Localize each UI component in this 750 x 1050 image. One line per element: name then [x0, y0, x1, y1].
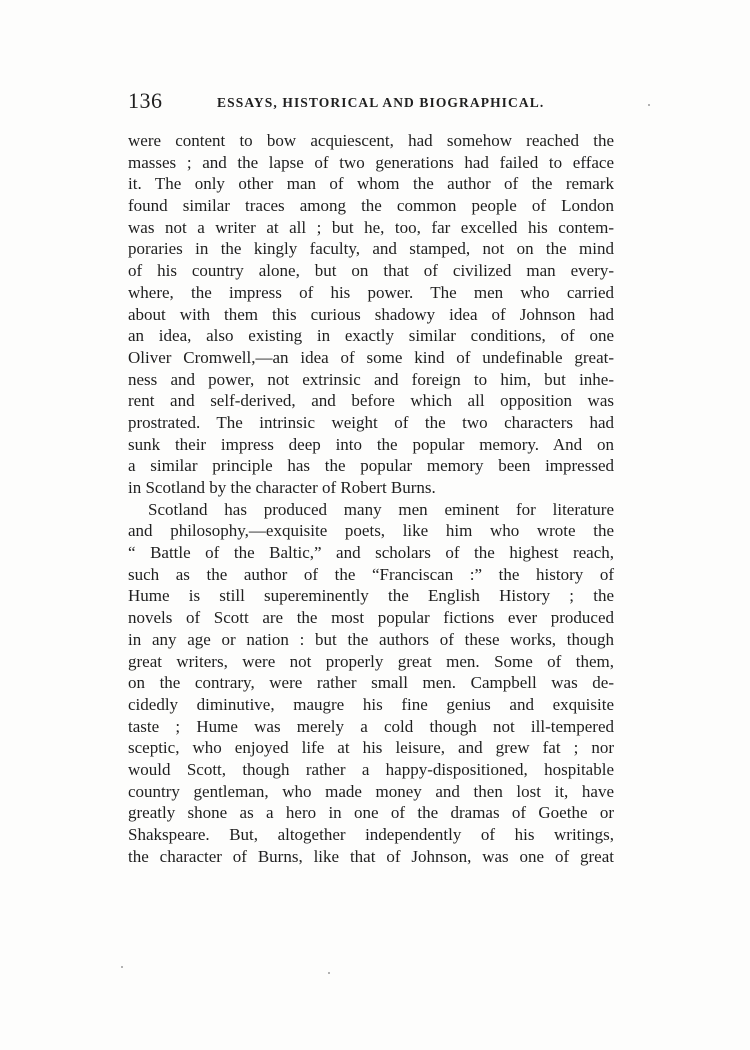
text-line: an idea, also existing in exactly similar conditions, of one: [128, 326, 614, 346]
body-text: [128, 130, 614, 867]
text-line: rent and self-derived, and before which all opposition was: [128, 391, 614, 411]
text-line: on the contrary, were rather small men. Campbell was de-: [128, 673, 614, 693]
text-line: such as the author of the “Franciscan :” the history of: [128, 564, 614, 584]
text-line: “ Battle of the Baltic,” and scholars of the highest reach,: [128, 543, 614, 563]
page-header: [128, 88, 614, 118]
text-line: the character of Burns, like that of Johnson, was one of great: [128, 846, 614, 866]
text-line: of his country alone, but on that of civilized man every-: [128, 261, 614, 281]
paper-speck: [121, 966, 123, 968]
running-head: ESSAYS, HISTORICAL AND BIOGRAPHICAL.: [217, 95, 545, 110]
text-line: poraries in the kingly faculty, and stamped, not on the mind: [128, 239, 614, 259]
paper-speck: [328, 972, 330, 974]
text-line: in any age or nation : but the authors of these works, though: [128, 629, 614, 649]
text-line: would Scott, though rather a happy-dispositioned, hospitable: [128, 759, 614, 779]
text-line: it. The only other man of whom the author of the remark: [128, 174, 614, 194]
text-line: taste ; Hume was merely a cold though not ill-tempered: [128, 716, 614, 736]
text-line: was not a writer at all ; but he, too, far excelled his contem-: [128, 217, 614, 237]
text-line: were content to bow acquiescent, had somehow reached the: [128, 131, 614, 150]
paper-speck: [648, 104, 650, 106]
text-line: sunk their impress deep into the popular memory. And on: [128, 434, 614, 454]
text-line: sceptic, who enjoyed life at his leisure, and grew fat ; nor: [128, 738, 614, 758]
text-line: Scotland has produced many men eminent for literature: [148, 499, 614, 519]
text-line: prostrated. The intrinsic weight of the two characters had: [128, 412, 614, 432]
paragraph-1: [128, 130, 614, 499]
text-line: in Scotland by the character of Robert Burns.: [128, 478, 436, 497]
text-line: where, the impress of his power. The men who carried: [128, 282, 614, 302]
text-line: greatly shone as a hero in one of the dramas of Goethe or: [128, 803, 614, 823]
text-line: Hume is still supereminently the English History ; the: [128, 586, 614, 606]
text-line: Oliver Cromwell,—an idea of some kind of undefinable great-: [128, 347, 614, 367]
text-line: ness and power, not extrinsic and foreign to him, but inhe-: [128, 369, 614, 389]
text-line: great writers, were not properly great men. Some of them,: [128, 651, 614, 671]
text-line: and philosophy,—exquisite poets, like him who wrote the: [128, 521, 614, 541]
text-line: about with them this curious shadowy idea of Johnson had: [128, 304, 614, 324]
text-line: cidedly diminutive, maugre his fine genius and exquisite: [128, 694, 614, 714]
text-line: found similar traces among the common people of London: [128, 196, 614, 216]
text-line: a similar principle has the popular memory been impressed: [128, 456, 614, 476]
text-line: Shakspeare. But, altogether independently of his writings,: [128, 825, 614, 844]
page-number: 136: [128, 88, 163, 113]
text-line: novels of Scott are the most popular fictions ever produced: [128, 608, 614, 628]
text-line: country gentleman, who made money and then lost it, have: [128, 781, 614, 801]
text-line: masses ; and the lapse of two generations had failed to efface: [128, 152, 614, 172]
paragraph-2: [128, 499, 614, 868]
